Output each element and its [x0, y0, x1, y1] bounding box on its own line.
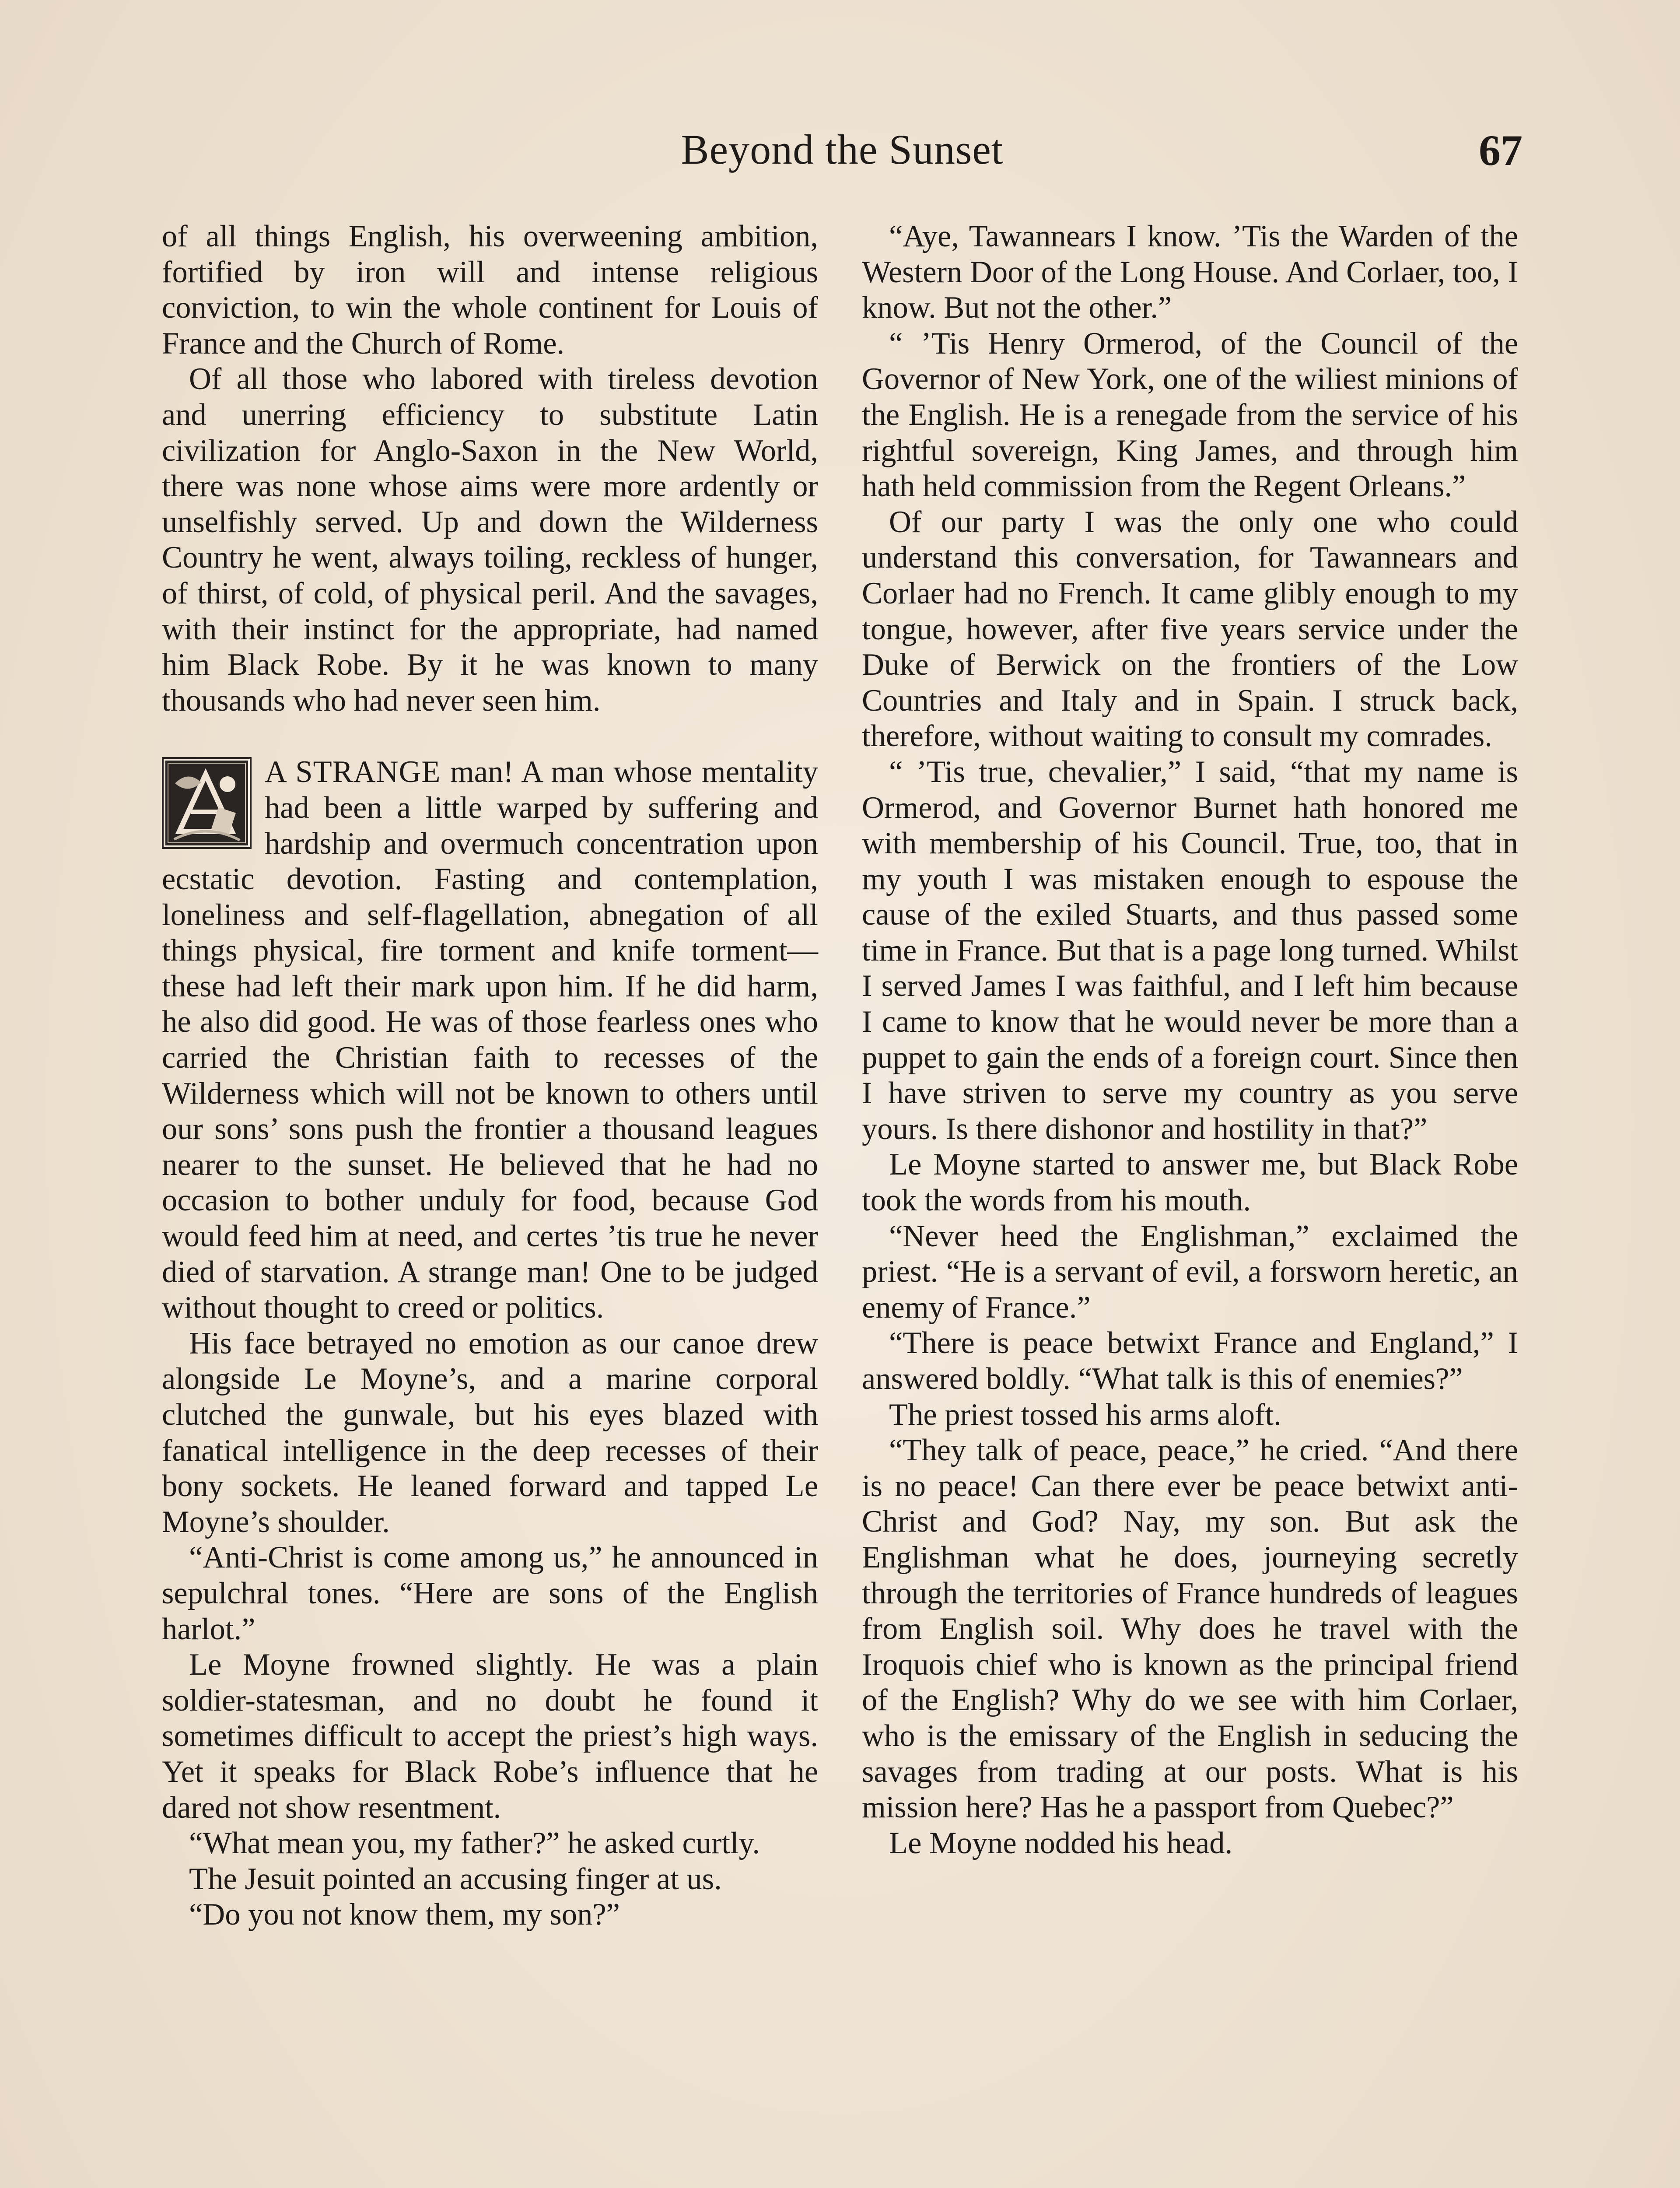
right-column	[862, 219, 1518, 1861]
paragraph-with-initial	[162, 754, 818, 1326]
paragraph: “Aye, Tawannears I know. ’Tis the Warden of the Western Door of the Long House. And Corlaer, too, I know. But not the other.”	[862, 219, 1518, 325]
paragraph: The priest tossed his arms aloft.	[889, 1397, 1281, 1432]
paragraph: Le Moyne started to answer me, but Black Robe took the words from his mouth.	[862, 1147, 1518, 1218]
paragraph: “Never heed the Englishman,” exclaimed the priest. “He is a servant of evil, a forsworn heretic, an enemy of France.”	[862, 1219, 1518, 1325]
section-break	[162, 719, 818, 754]
lead-word: A STRANGE	[265, 755, 441, 789]
ornamental-initial-icon	[162, 757, 252, 849]
paragraph: The Jesuit pointed an accusing finger at us.	[189, 1862, 722, 1896]
paragraph: “ ’Tis true, chevalier,” I said, “that my name is Ormerod, and Governor Burnet hath honored me with membership of his Council. True, too, that in my youth I was mistaken enough to espouse the cause of the exiled Stuarts, and thus passed some time in France. But that is a page long turned. Whilst I served James I was faithful, and I left him because I came to know that he would never be more than a puppet to gain the ends of a foreign court. Since then I have striven to serve my country as you serve yours. Is there dishonor and hostility in that?”	[862, 754, 1518, 1146]
paragraph: “What mean you, my father?” he asked curtly.	[189, 1826, 760, 1861]
paragraph: Of all those who labored with tireless devotion and unerring efficiency to substitute Latin civilization for Anglo-Saxon in the New World, there was none whose aims were more ardently or unselfishly served. Up and down the Wilderness Country he went, always toiling, reckless of hunger, of thirst, of cold, of physical peril. And the savages, with their instinct for the appropriate, had named him Black Robe. By it he was known to many thousands who had never seen him.	[162, 362, 818, 718]
left-column	[162, 219, 818, 1933]
paragraph: His face betrayed no emotion as our canoe drew alongside Le Moyne’s, and a marine corporal clutched the gunwale, but his eyes blazed with fanatical intelligence in the deep recesses of their bony sockets. He leaned forward and tapped Le Moyne’s shoulder.	[162, 1326, 818, 1539]
paragraph: Le Moyne nodded his head.	[889, 1826, 1233, 1860]
paragraph-text: man! A man whose mentality had been a little warped by suffering and hardship and overmuch concentration upon ecstatic devotion. Fasting and contemplation, loneliness and self-flagellation, abnegation of all things physical, fire torment and knife torment— these had left their mark upon him. If he did harm, he also did good. He was of those fearless ones who carried the Christian faith to recesses of the Wilderness which will not be known to others until our sons’ sons push the frontier a thousand leagues nearer to the sunset. He believed that he had no occasion to bother unduly for food, because God would feed him at need, and certes ’tis true he never died of starvation. A strange man! One to be judged without thought to creed or politics.	[162, 755, 819, 1325]
paragraph: Of our party I was the only one who could understand this conversation, for Tawannears and Corlaer had no French. It came glibly enough to my tongue, however, after five years service under the Duke of Berwick on the frontiers of the Low Countries and Italy and in Spain. I struck back, therefore, without waiting to consult my comrades.	[862, 505, 1518, 754]
paragraph: of all things English, his overweening ambition, fortified by iron will and intense religious conviction, to win the whole continent for Louis of France and the Church of Rome.	[162, 219, 818, 361]
paragraph: “Anti-Christ is come among us,” he announced in sepulchral tones. “Here are sons of the English harlot.”	[162, 1540, 818, 1646]
page-header	[162, 125, 1522, 191]
paragraph: “Do you not know them, my son?”	[189, 1897, 620, 1932]
paragraph: “There is peace betwixt France and England,” I answered boldly. “What talk is this of enemies?”	[862, 1326, 1518, 1396]
paragraph: “ ’Tis Henry Ormerod, of the Council of the Governor of New York, one of the wiliest minions of the English. He is a renegade from the service of his rightful sovereign, King James, and through him hath held commission from the Regent Orleans.”	[862, 326, 1518, 504]
paragraph: “They talk of peace, peace,” he cried. “And there is no peace! Can there ever be peace betwixt anti-Christ and God? Nay, my son. But ask the Englishman what he does, journeying secretly through the territories of France hundreds of leagues from English soil. Why does he travel with the Iroquois chief who is known as the principal friend of the English? Why do we see with him Corlaer, who is the emissary of the English in seducing the savages from trading at our posts. What is his mission here? Has he a passport from Quebec?”	[862, 1433, 1518, 1825]
paragraph: Le Moyne frowned slightly. He was a plain soldier-statesman, and no doubt he found it sometimes difficult to accept the priest’s high ways. Yet it speaks for Black Robe’s influence that he dared not show resentment.	[162, 1648, 818, 1825]
page-number: 67	[1479, 126, 1522, 175]
running-title: Beyond the Sunset	[681, 126, 1004, 173]
